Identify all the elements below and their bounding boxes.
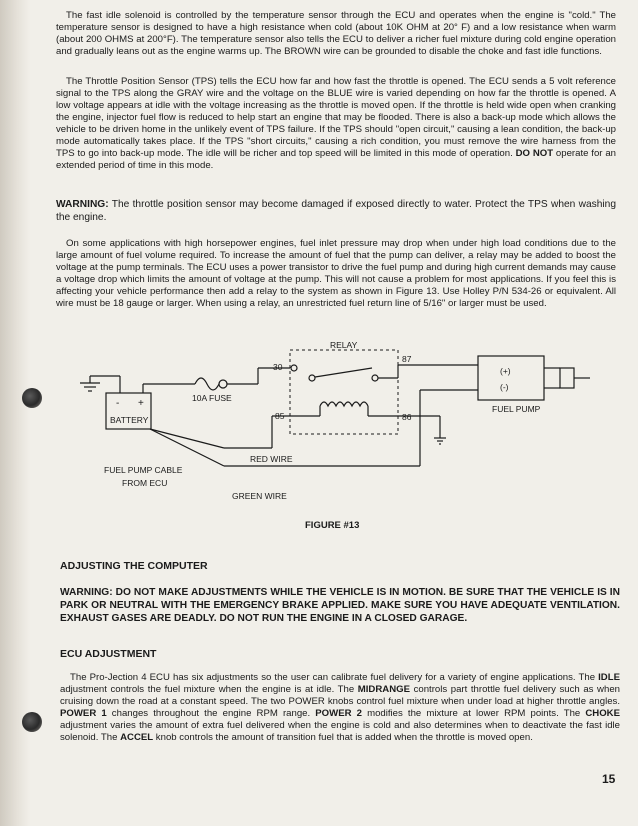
emphasis-text: MIDRANGE <box>357 684 410 695</box>
paragraph-text: controls part throttle fuel delivery such as when cruising down the road at a constant speed. The two POWER knobs control fuel mixture when under load at higher throttle angles. <box>60 684 620 707</box>
paragraph-text: The Pro-Jection 4 ECU has six adjustments so the user can calibrate fuel delivery for a variety of engine applications. The <box>70 672 599 683</box>
cable-label: FUEL PUMP CABLE <box>104 465 183 475</box>
relay-pin-86: 86 <box>402 412 412 422</box>
relay-pin-85: 85 <box>275 411 285 421</box>
warning-label: WARNING: <box>56 199 109 210</box>
paragraph-relay <box>56 238 616 310</box>
paragraph-text: operate for an extended period of time in this mode. <box>56 148 616 171</box>
emphasis-text: IDLE <box>598 672 620 683</box>
battery-label: BATTERY <box>110 415 149 425</box>
fuel-pump-label: FUEL PUMP <box>492 404 541 414</box>
wiring-diagram <box>0 338 638 518</box>
paragraph-text: knob controls the amount of transition fuel that is added when the throttle is moved open. <box>153 732 533 743</box>
green-wire-label: GREEN WIRE <box>232 491 287 501</box>
paragraph-ecu-adjustment <box>60 672 620 744</box>
emphasis-text: POWER 2 <box>315 708 362 719</box>
paragraph-text: changes throughout the engine RPM range. <box>106 708 316 719</box>
relay-label: RELAY <box>330 340 358 350</box>
paragraph-text: The fast idle solenoid is controlled by the temperature sensor through the ECU and operates when the engine is "cold." The temperature sensor is designed to have a high resistance when cold (about 10K OHM at 20° F) and a low resistance when warm (about 200 OHMS at 200°F). The temperature sensor also tells the ECU to deliver a richer fuel mixture during cold engine operation and gradually leans out as the engine warms up. The BROWN wire can be grounded to disable the choke and fast idle functions. <box>56 10 616 57</box>
red-wire-label: RED WIRE <box>250 454 293 464</box>
battery-negative-mark: - <box>116 398 120 409</box>
adjustment-warning: WARNING: DO NOT MAKE ADJUSTMENTS WHILE THE VEHICLE IS IN MOTION. BE SURE THAT THE VEHICLE IS IN PARK OR NEUTRAL WITH THE EMERGENCY BRAKE APPLIED. MAKE SURE YOU HAVE ADEQUATE VENTILATION. EXHAUST GASES ARE DEADLY. DO NOT RUN THE ENGINE IN A CLOSED GARAGE. <box>60 587 620 624</box>
fuse-label: 10A FUSE <box>192 393 232 403</box>
pump-negative-mark: (-) <box>500 382 509 392</box>
emphasis-text: POWER 1 <box>60 708 107 719</box>
paragraph-text: The Throttle Position Sensor (TPS) tells the ECU how far and how fast the throttle is opened. The ECU sends a 5 volt reference signal to the TPS along the GRAY wire and the voltage on the BLUE wire is varied depending on how far the throttle is opened. A low voltage appears at idle with the voltage increasing as the throttle is moved open. If the throttle is held wide open when cranking the engine, injector fuel flow is reduced to help start an engine that may be flooded. There is also a back-up mode which allows the vehicle to be driven home in the unlikely event of TPS failure. If the TPS should "open circuit," causing a lean condition, the back-up mode automatically takes place. If the TPS "short circuits," causing a rich condition, you must remove the wire harness from the TPS to go into back-up mode. The idle will be richer and top speed will be limited in this mode of operation. <box>56 76 616 159</box>
paragraph-text: adjustment controls the fuel mixture when the engine is at idle. The <box>60 684 358 695</box>
paragraph-text: On some applications with high horsepower engines, fuel inlet pressure may drop when under high load conditions due to the large amount of fuel volume required. To increase the amount of fuel that the pump can deliver, a relay may be added to boost the voltage at the pump terminals. The ECU uses a power transistor to drive the fuel pump and during high current demands may cause a voltage drop which limits the amount of voltage at the pump. This will not cause a problem for most applications. If you feel this is affecting your vehicle performance then add a relay to the system as shown in Figure 13. Use Holley P/N 534-26 or equivalent. All wire must be 18 gauge or larger. When using a relay, an unrestricted fuel return line of 5/16" or larger must be used. <box>56 238 616 309</box>
paragraph-tps <box>56 76 616 172</box>
relay-pin-30: 30 <box>273 362 283 372</box>
figure-caption: FIGURE #13 <box>305 520 360 531</box>
warning-text: The throttle position sensor may become damaged if exposed directly to water. Protect the TPS when washing the engine. <box>56 199 616 223</box>
emphasis-text: ACCEL <box>120 732 154 743</box>
paragraph-text: modifies the mixture at lower RPM points. The <box>361 708 586 719</box>
emphasis-text: CHOKE <box>585 708 621 719</box>
relay-pin-87: 87 <box>402 354 412 364</box>
page-number: 15 <box>602 772 616 786</box>
ecu-adjustment-heading: ECU ADJUSTMENT <box>60 648 157 660</box>
battery-positive-mark: + <box>138 398 144 409</box>
warning-tps <box>56 198 616 224</box>
emphasis-text: DO NOT <box>515 148 554 159</box>
binder-hole <box>22 712 42 732</box>
cable-label-source: FROM ECU <box>122 478 168 488</box>
paragraph-text: adjustment varies the amount of extra fuel delivered when the engine is cold and also determines when to deactivate the fast idle solenoid. The <box>60 720 620 743</box>
pump-positive-mark: (+) <box>500 366 511 376</box>
adjusting-heading: ADJUSTING THE COMPUTER <box>60 560 208 572</box>
paragraph-fast-idle <box>56 10 616 58</box>
